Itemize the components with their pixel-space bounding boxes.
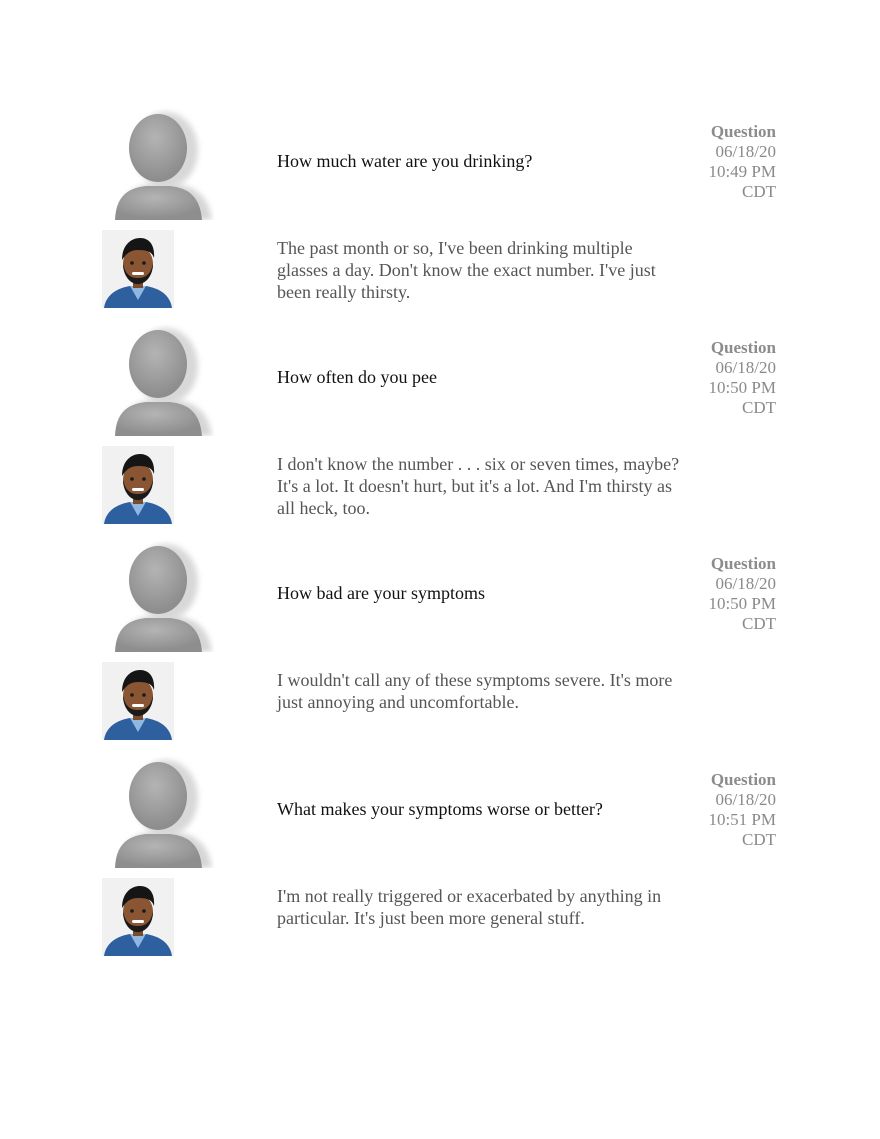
question-text: What makes your symptoms worse or better? [277,799,603,819]
question-label: Question [710,770,776,789]
question-meta [708,554,776,634]
question-date: 06/18/20 [715,358,776,377]
answer-turn [102,662,776,748]
question-meta [708,770,776,850]
question-date: 06/18/20 [715,142,776,161]
question-turn [102,106,776,220]
answer-text: I'm not really triggered or exacerbated by anything in particular. It's just been more general stuff. [277,886,662,928]
generic-user-avatar-icon [112,754,214,868]
answer-turn [102,878,776,964]
exchange [102,322,776,538]
answer-turn [102,446,776,532]
question-date: 06/18/20 [715,790,776,809]
question-label: Question [710,338,776,357]
answer-text: I wouldn't call any of these symptoms severe. It's more just annoying and uncomfortable. [277,670,673,712]
question-turn [102,754,776,868]
question-time: 10:50 PM [708,378,776,397]
exchange [102,754,776,970]
question-label: Question [710,554,776,573]
question-timezone: CDT [742,182,776,201]
patient-avatar-icon [102,446,174,524]
question-date: 06/18/20 [715,574,776,593]
question-timezone: CDT [742,830,776,849]
patient-avatar-icon [102,662,174,740]
question-turn [102,538,776,652]
question-timezone: CDT [742,398,776,417]
question-label: Question [710,122,776,141]
patient-avatar-icon [102,230,174,308]
question-meta [708,338,776,418]
question-time: 10:49 PM [708,162,776,181]
generic-user-avatar-icon [112,538,214,652]
question-timezone: CDT [742,614,776,633]
question-time: 10:50 PM [708,594,776,613]
question-text: How often do you pee [277,367,437,387]
question-text: How much water are you drinking? [277,151,533,171]
answer-text: I don't know the number . . . six or seven times, maybe? It's a lot. It doesn't hurt, but it's a lot. And I'm thirsty as all heck, too. [277,454,680,518]
question-turn [102,322,776,436]
chat-transcript [102,106,776,970]
generic-user-avatar-icon [112,322,214,436]
patient-avatar-icon [102,878,174,956]
question-time: 10:51 PM [708,810,776,829]
exchange [102,538,776,754]
answer-text: The past month or so, I've been drinking multiple glasses a day. Don't know the exact number. I've just been really thirsty. [277,238,656,302]
answer-turn [102,230,776,316]
generic-user-avatar-icon [112,106,214,220]
question-text: How bad are your symptoms [277,583,485,603]
question-meta [708,122,776,202]
exchange [102,106,776,322]
